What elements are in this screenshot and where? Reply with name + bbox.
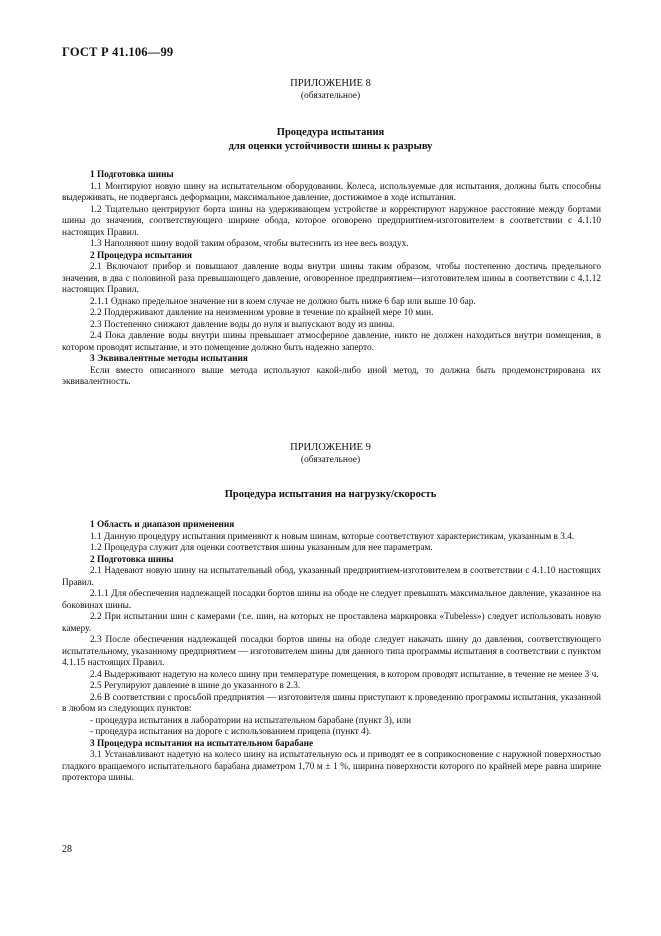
paragraph: 2.1.1 Однако предельное значение ни в коем случае не должно быть ниже 6 бар или выше 10 бар. (90, 296, 476, 307)
paragraph: 2.4 Выдерживают надетую на колесо шину при температуре помещения, в котором проводят испытание, в течение не менее 3 ч. (90, 669, 599, 680)
annex8-title: ПРИЛОЖЕНИЕ 8 (290, 78, 371, 89)
annex8-heading (0, 78, 661, 102)
annex9-status: (обязательное) (300, 455, 361, 465)
annex9-procedure-title: Процедура испытания на нагрузку/скорость (224, 489, 437, 500)
paragraph: 2.2 Поддерживают давление на неизменном уровне в течение по крайней мере 10 мин. (90, 308, 434, 318)
paragraph: 2.5 Регулируют давление в шине до указанного в 2.3. (90, 681, 301, 691)
paragraph: 2.4 Пока давление воды внутри шины превышает атмосферное давление, никто не должен находиться внутри помещения, в котором проводят испытание, и это помещение должно быть надежно заперто. (62, 331, 601, 353)
paragraph: 2.2 При испытании шин с камерами (т.е. шин, на которых не проставлена маркировка «Tubeless») следует использовать новую камеру. (62, 612, 601, 634)
section-heading: 3 Эквивалентные методы испытания (90, 354, 248, 364)
annex9-title: ПРИЛОЖЕНИЕ 9 (290, 442, 371, 453)
annex9-heading (0, 442, 661, 466)
paragraph: 2.1 Включают прибор и повышают давление воды внутри шины таким образом, чтобы постепенно достичь предельного значения, в два с половиной раза превышающего давление, оговоренное предприятием—изготовителем шины в соответствии с 4.1.12 настоящих Правил. (62, 262, 601, 295)
paragraph: 1.2 Процедура служит для оценки соответствия шины указанным для нее параметрам. (90, 543, 433, 553)
paragraph: 2.3 После обеспечения надлежащей посадки бортов шины на ободе следует накачать шину до давления, соответствующего испытательному, указанному предприятием — изготовителем шины для данного типа программы испытания в соответствии с пунктом 4.1.15 настоящих Правил. (62, 635, 601, 668)
annex9-body (62, 520, 601, 785)
paragraph: 2.6 В соответствии с просьбой предприятия — изготовителя шины приступают к проведению программы испытания, указанной в любом из следующих пунктов: (62, 692, 601, 714)
section-heading: 1 Подготовка шины (90, 170, 174, 180)
page-number: 28 (62, 844, 72, 855)
paragraph: 2.1 Надевают новую шину на испытательный обод, указанный предприятием-изготовителем в соответствии с 4.1.10 настоящих Правил. (62, 566, 601, 588)
section-heading: 3 Процедура испытания на испытательном барабане (90, 738, 314, 749)
paragraph: 1.2 Тщательно центрируют борта шины на удерживающем устройстве и корректируют наружное расстояние между бортами шины до значения, соответствующего ширине обода, которое оговорено предприятием-изготовителем в соответствии с 4.1.10 настоящих Правил. (62, 204, 601, 238)
section-heading: 2 Процедура испытания (90, 250, 193, 261)
annex8-procedure-title (0, 126, 661, 154)
annex8-body (62, 170, 601, 389)
paragraph: 1.1 Данную процедуру испытания применяют к новым шинам, которые соответствуют характеристикам, указанным в 3.4. (90, 531, 575, 542)
annex8-procedure-title-line2: для оценки устойчивости шины к разрыву (228, 141, 433, 152)
paragraph: 3.1 Устанавливают надетую на колесо шину на испытательную ось и приводят ее в соприкосновение с наружной поверхностью гладкого вращаемого испытательного барабана диаметром 1,70 м ± 1 %, ширина поверхности которого по крайней мере равна ширине протектора шины. (62, 750, 601, 783)
document-code: ГОСТ Р 41.106—99 (62, 45, 174, 59)
list-item: - процедура испытания в лаборатории на испытательном барабане (пункт 3), или (90, 715, 412, 726)
paragraph: 1.3 Наполняют шину водой таким образом, чтобы вытеснить из нее весь воздух. (90, 239, 409, 249)
paragraph: 2.3 Постепенно снижают давление воды до нуля и выпускают воду из шины. (90, 319, 395, 330)
annex8-status: (обязательное) (300, 91, 361, 101)
section-heading: 2 Подготовка шины (90, 554, 174, 565)
list-item: - процедура испытания на дороге с использованием прицепа (пункт 4). (90, 727, 372, 737)
section-heading: 1 Область и диапазон применения (90, 520, 235, 530)
paragraph: 2.1.1 Для обеспечения надлежащей посадки бортов шины на ободе не следует превышать максимальное давление, указанное на боковинах шины. (62, 589, 601, 611)
paragraph: 1.1 Монтируют новую шину на испытательном оборудовании. Колеса, используемые для испытания, должны быть способны выдерживать, не подвергаясь деформации, максимальное давление, достижимое в ходе испытания. (62, 181, 601, 203)
paragraph: Если вместо описанного выше метода используют какой-либо иной метод, то должна быть продемонстрирована их эквивалентность. (62, 365, 601, 387)
annex8-procedure-title-line1: Процедура испытания (276, 127, 385, 138)
